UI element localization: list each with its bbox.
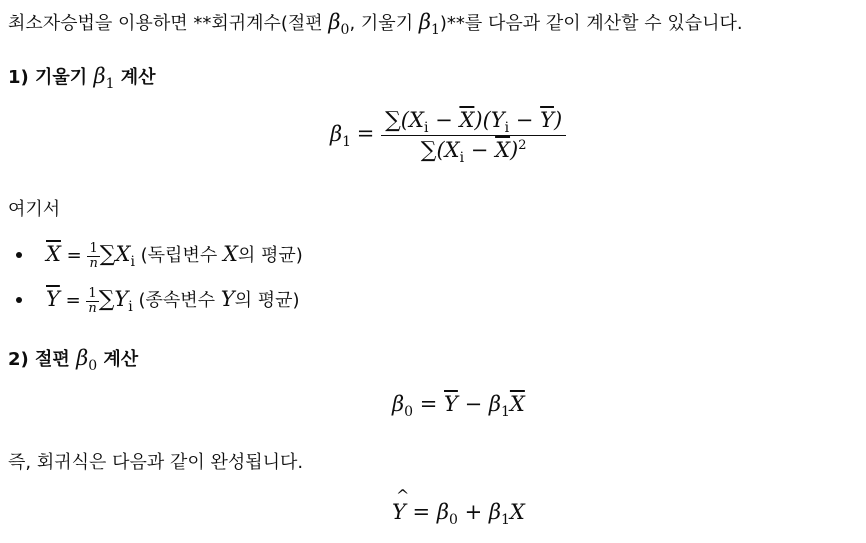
beta0-term: $\beta_0$ (436, 500, 458, 528)
beta1-symbol: $\beta_1$ (418, 10, 440, 38)
ybar-definition (46, 285, 300, 316)
y-symbol: Y (220, 287, 235, 311)
x-symbol: X (222, 242, 238, 266)
ybar-eq: = (59, 290, 87, 311)
ybar-term: $\overline{Y}$ (444, 392, 458, 416)
section2-title-prefix: 2) 절편 (8, 349, 77, 370)
ybar-desc-end: 의 평균) (234, 290, 300, 311)
xbar-term: $\overline{X}$ (509, 392, 525, 416)
ybar-symbol: $\overline{Y}$ (46, 287, 60, 311)
bullet-dot (16, 252, 22, 258)
yi-symbol: $Y_i$ (114, 287, 133, 315)
intercept-lhs: $\beta_0$ (392, 392, 414, 420)
beta1-term: $\beta_1$ (488, 392, 510, 420)
regression-equation: ^ $Y = \beta_0 + \beta_1X$ (392, 500, 525, 524)
section1-title-suffix: 계산 (114, 67, 156, 88)
bullet-dot (16, 297, 22, 303)
one-over-n: $\frac{1}{n}$ (88, 285, 97, 316)
beta1x-term: $\beta_1X$ (488, 500, 525, 528)
section1-beta1: $\beta_1$ (93, 64, 115, 92)
xbar-definition (46, 240, 303, 271)
xi-symbol: $X_i$ (115, 242, 135, 270)
beta0-symbol: $\beta_0$ (328, 10, 350, 38)
slope-equals: = (356, 121, 382, 146)
slope-numerator: $\sum(X_i - \overline{X})(Y_i - \overline{Y})$ (381, 108, 566, 136)
intro-mid: , 기울기 (349, 13, 419, 34)
slope-formula (330, 108, 566, 166)
section1-title (8, 64, 156, 92)
yhat-symbol: ^ Y (392, 500, 406, 524)
section1-title-prefix: 1) 기울기 (8, 67, 94, 88)
slope-fraction (381, 108, 566, 166)
intro-paragraph (8, 8, 743, 39)
xbar-desc-end: 의 평균) (237, 245, 303, 266)
intro-suffix: )**를 다음과 같이 계산할 수 있습니다. (439, 13, 743, 34)
section2-heading (8, 344, 138, 375)
one-over-n: $\frac{1}{n}$ (89, 240, 98, 271)
where-label: 여기서 (8, 199, 61, 220)
slope-lhs: $\beta_1$ (330, 121, 352, 150)
ybar-desc: (종속변수 (132, 290, 221, 311)
intercept-formula: $\beta_0 = \overline{Y} - \beta_1\overline{X}$ (392, 392, 525, 420)
section2-beta0: $\beta_0$ (76, 346, 98, 374)
sum-symbol: ∑ (98, 287, 115, 312)
intro-prefix: 최소자승법을 이용하면 **회귀계수(절편 (8, 13, 329, 34)
xbar-eq: = (60, 245, 88, 266)
slope-denominator: $\sum(X_i - \overline{X})^2$ (420, 138, 527, 166)
conclusion-text: 즉, 회귀식은 다음과 같이 완성됩니다. (8, 452, 304, 473)
xbar-desc: (독립변수 (134, 245, 223, 266)
section2-title-suffix: 계산 (97, 349, 139, 370)
xbar-symbol: $\overline{X}$ (46, 242, 61, 266)
section2-title (8, 346, 139, 374)
sum-symbol: ∑ (99, 242, 116, 267)
section1-heading (8, 62, 156, 93)
